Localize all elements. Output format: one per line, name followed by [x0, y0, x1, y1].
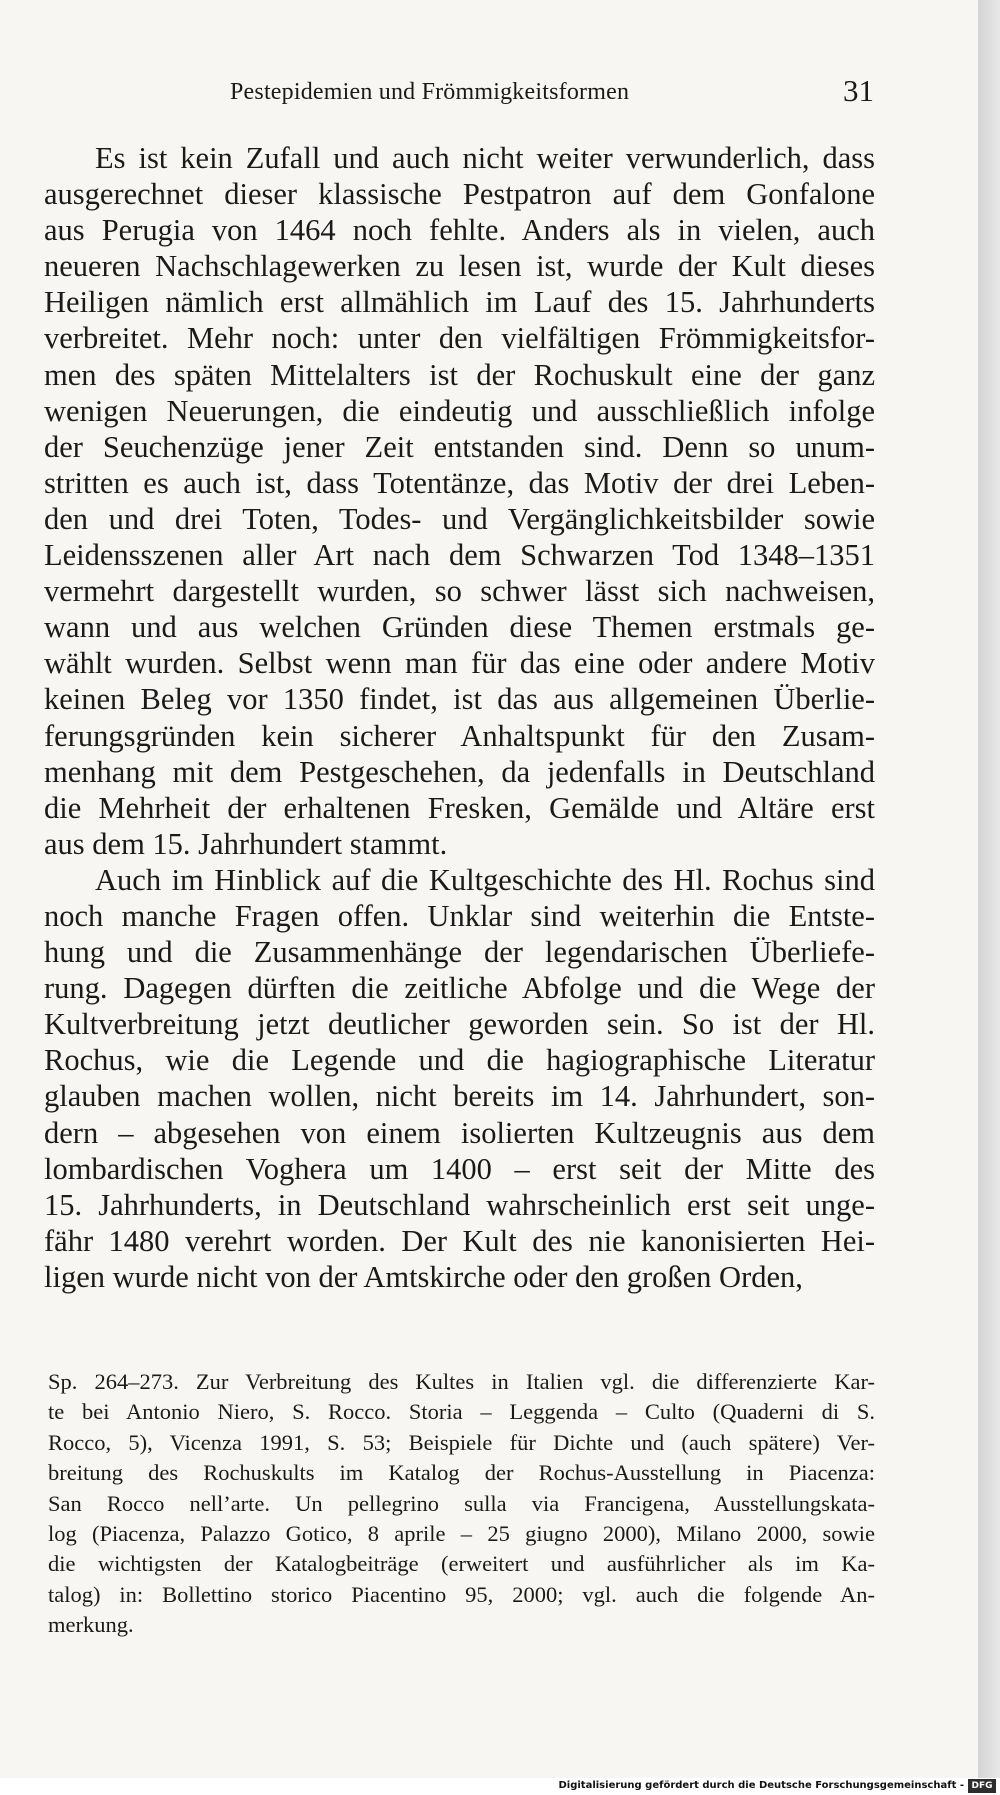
- page-header: [48, 73, 874, 117]
- text-line: die Mehrheit der erhaltenen Fresken, Gemälde und Altäre erst: [44, 790, 875, 825]
- text-line: breitung des Rochuskults im Katalog der Rochus-Ausstellung in Piacenza:: [48, 1460, 875, 1486]
- text-line: Heiligen nämlich erst allmählich im Lauf des 15. Jahrhunderts: [44, 285, 875, 320]
- running-head: Pestepidemien und Frömmigkeitsformen: [230, 79, 630, 105]
- text-line: verbreitet. Mehr noch: unter den vielfältigen Frömmigkeitsfor-: [44, 321, 875, 356]
- digitization-bar: [0, 1778, 1000, 1795]
- text-line: wählt wurden. Selbst wenn man für das eine oder andere Motiv: [44, 646, 875, 681]
- text-line: Rochus, wie die Legende und die hagiographische Literatur: [44, 1043, 875, 1078]
- page-edge: [978, 0, 1000, 1778]
- text-line: ligen wurde nicht von der Amtskirche oder den großen Orden,: [44, 1259, 803, 1294]
- text-line: aus Perugia von 1464 noch fehlte. Anders als in vielen, auch: [44, 213, 875, 248]
- text-line: ferungsgründen kein sicherer Anhaltspunkt für den Zusam-: [44, 718, 875, 753]
- text-line: dern – abgesehen von einem isolierten Kultzeugnis aus dem: [44, 1115, 875, 1150]
- text-line: te bei Antonio Niero, S. Rocco. Storia – Leggenda – Culto (Quaderni di S.: [48, 1399, 875, 1425]
- paragraph: [44, 862, 875, 1295]
- text-line: rung. Dagegen dürften die zeitliche Abfolge und die Wege der: [44, 971, 875, 1006]
- text-line: der Seuchenzüge jener Zeit entstanden sind. Denn so unum-: [44, 429, 875, 464]
- text-line: Auch im Hinblick auf die Kultgeschichte des Hl. Rochus sind: [95, 862, 875, 897]
- text-line: wann und aus welchen Gründen diese Themen erstmals ge-: [44, 610, 875, 645]
- text-line: den und drei Toten, Todes- und Vergänglichkeitsbilder sowie: [44, 501, 875, 536]
- text-line: Sp. 264–273. Zur Verbreitung des Kultes in Italien vgl. die differenzierte Kar-: [48, 1369, 875, 1394]
- text-line: San Rocco nell’arte. Un pellegrino sulla via Francigena, Ausstellungskata-: [48, 1490, 875, 1516]
- footnote: [48, 1367, 875, 1641]
- text-line: Es ist kein Zufall und auch nicht weiter verwunderlich, dass: [95, 141, 875, 175]
- main-text: [44, 140, 875, 1295]
- text-line: Rocco, 5), Vicenza 1991, S. 53; Beispiele für Dichte und (auch spätere) Ver-: [48, 1429, 875, 1455]
- text-line: 15. Jahrhunderts, in Deutschland wahrscheinlich erst seit unge-: [44, 1187, 875, 1222]
- text-line: aus dem 15. Jahrhundert stammt.: [44, 826, 448, 861]
- footnote-block: [48, 1367, 875, 1641]
- text-line: menhang mit dem Pestgeschehen, da jedenfalls in Deutschland: [44, 754, 875, 789]
- text-line: talog) in: Bollettino storico Piacentino 95, 2000; vgl. auch die folgende An-: [48, 1581, 875, 1607]
- text-line: neueren Nachschlagewerken zu lesen ist, wurde der Kult dieses: [44, 249, 875, 284]
- text-line: noch manche Fragen offen. Unklar sind weiterhin die Entste-: [44, 898, 875, 933]
- text-line: men des späten Mittelalters ist der Rochuskult eine der ganz: [44, 357, 875, 392]
- text-line: fähr 1480 verehrt worden. Der Kult des nie kanonisierten Hei-: [44, 1223, 875, 1258]
- page-number: 31: [843, 73, 874, 108]
- digitization-credit: Digitalisierung gefördert durch die Deutsche Forschungsgemeinschaft -: [558, 1780, 964, 1791]
- text-line: glauben machen wollen, nicht bereits im 14. Jahrhundert, son-: [44, 1079, 875, 1114]
- text-line: wenigen Neuerungen, die eindeutig und ausschließlich infolge: [44, 393, 875, 428]
- text-line: merkung.: [48, 1612, 134, 1638]
- text-line: keinen Beleg vor 1350 findet, ist das aus allgemeinen Überlie-: [44, 682, 875, 717]
- text-line: vermehrt dargestellt wurden, so schwer lässt sich nachweisen,: [44, 574, 875, 609]
- text-line: Leidensszenen aller Art nach dem Schwarzen Tod 1348–1351: [44, 538, 875, 573]
- text-line: die wichtigsten der Katalogbeiträge (erweitert und ausführlicher als im Ka-: [48, 1551, 875, 1577]
- paragraph: [44, 140, 875, 862]
- text-line: log (Piacenza, Palazzo Gotico, 8 aprile – 25 giugno 2000), Milano 2000, sowie: [48, 1521, 875, 1547]
- text-line: ausgerechnet dieser klassische Pestpatron auf dem Gonfalone: [44, 177, 875, 212]
- dfg-logo: DFG: [968, 1779, 996, 1793]
- text-line: stritten es auch ist, dass Totentänze, das Motiv der drei Leben-: [44, 465, 875, 500]
- text-line: hung und die Zusammenhänge der legendarischen Überliefe-: [44, 935, 875, 970]
- text-line: Kultverbreitung jetzt deutlicher geworden sein. So ist der Hl.: [44, 1007, 875, 1042]
- text-line: lombardischen Voghera um 1400 – erst seit der Mitte des: [44, 1151, 875, 1186]
